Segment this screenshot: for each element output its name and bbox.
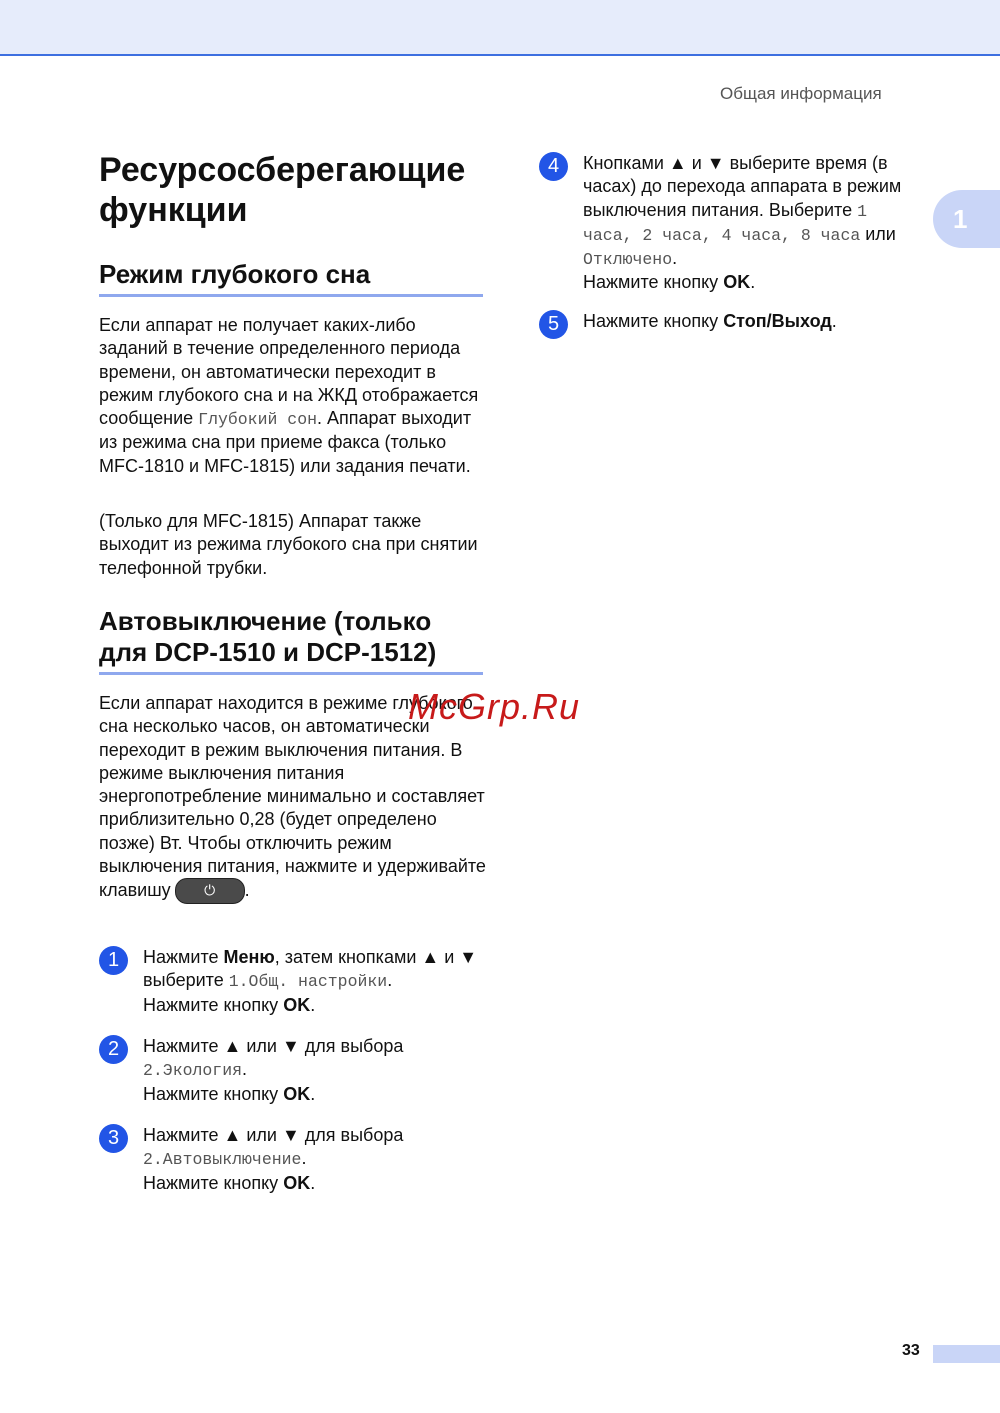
page-number: 33 [902, 1342, 920, 1359]
watermark: McGrp.Ru [408, 686, 581, 727]
deep-sleep-paragraph-2: (Только для MFC-1815) Аппарат также выходит из режима глубокого сна при снятии телефонной трубки. [99, 511, 478, 578]
page-title: Ресурсосберегающие функции [99, 151, 466, 229]
step-4-text: Кнопками ▲ и ▼ выберите время (в часах) до перехода аппарата в режим выключения питания. Выберите 1 часа, 2 часа, 4 часа, 8 часа или Отключено. Нажмите кнопку OK. [583, 153, 902, 293]
top-header-band [0, 0, 1000, 56]
chapter-tab [933, 190, 1000, 248]
section-heading-deep-sleep: Режим глубокого сна [99, 259, 483, 297]
step-3-text: Нажмите ▲ или ▼ для выбора 2.Автовыключение. Нажмите кнопку OK. [143, 1125, 404, 1193]
chapter-number: 1 [953, 203, 968, 234]
step-number-badge: 3 [99, 1124, 128, 1153]
step-1-text: Нажмите Меню, затем кнопками ▲ и ▼ выберите 1.Общ. настройки. Нажмите кнопку OK. [143, 947, 478, 1015]
power-key-icon: ⏻ [175, 878, 245, 904]
step-number-badge: 2 [99, 1035, 128, 1064]
step-5-text: Нажмите кнопку Стоп/Выход. [583, 311, 837, 331]
auto-power-off-paragraph: Если аппарат находится в режиме глубокого сна несколько часов, он автоматически переходит в режим выключения питания. В режиме выключения питания энергопотребление минимально и составляет приблизительно 0,28 (будет определено позже) Вт. Чтобы отключить режим выключения питания, нажмите и удерживайте клавишу ⏻ . [99, 692, 489, 904]
lcd-message: Глубокий сон [198, 410, 317, 430]
step-2-text: Нажмите ▲ или ▼ для выбора 2.Экология. Нажмите кнопку OK. [143, 1036, 404, 1104]
footer-band [933, 1345, 1000, 1363]
text: Если аппарат не получает каких-либо заданий в течение определенного периода времени, он автоматически переходит в режим глубокого сна и на ЖКД отображается сообщение [99, 315, 479, 429]
step-number-badge: 1 [99, 946, 128, 975]
deep-sleep-paragraph-1 [99, 314, 489, 478]
step-number-badge: 5 [539, 310, 568, 339]
text: . Аппарат выходит из режима сна при приеме факса (только MFC-1810 и MFC-1815) или задания печати. [99, 408, 472, 476]
running-header: Общая информация [720, 84, 882, 103]
text: Если аппарат находится в режиме глубокого сна несколько часов, он автоматически переходит в режим выключения питания. В режиме выключения питания энергопотребление минимально и составляет приблизительно 0,28 (будет определено позже) Вт. Чтобы отключить режим выключения питания, нажмите и удерживайте клавишу [99, 693, 486, 901]
section-heading-auto-power-off: Автовыключение (только для DCP-1510 и DCP-1512) [99, 606, 483, 675]
step-number-badge: 4 [539, 152, 568, 181]
